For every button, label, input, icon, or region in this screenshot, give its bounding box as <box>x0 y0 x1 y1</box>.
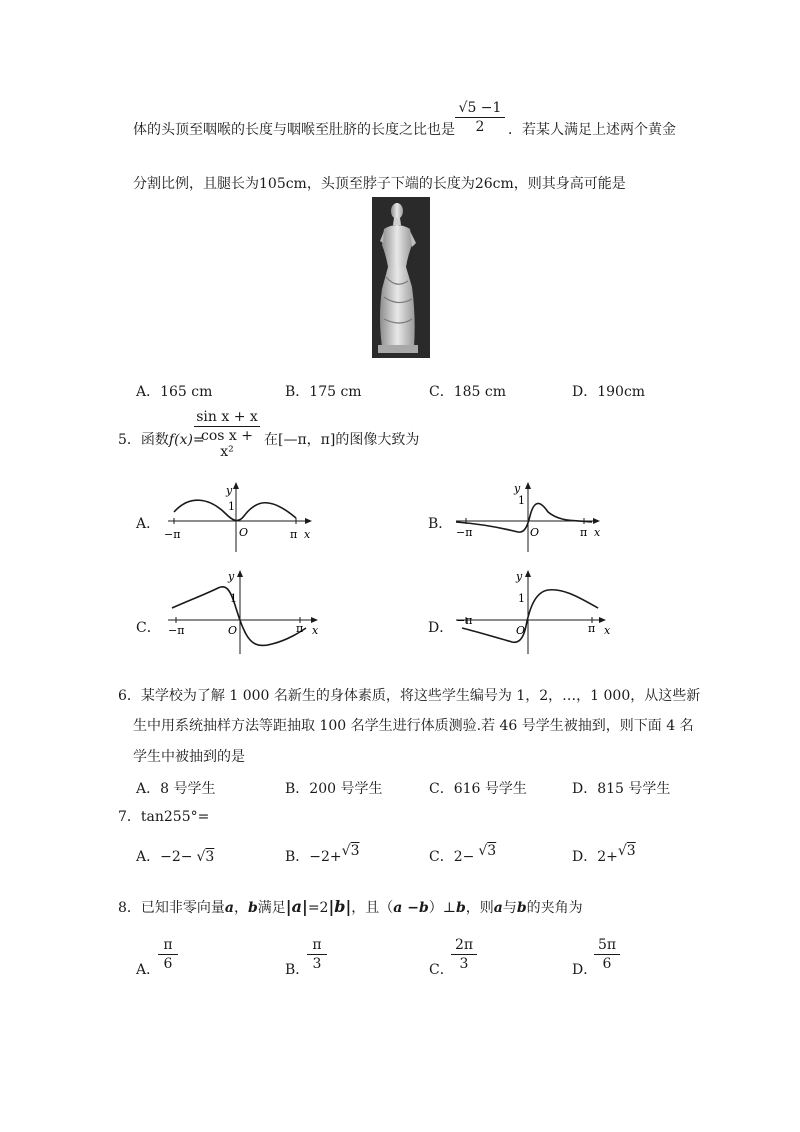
tick-one: 1 <box>518 494 525 507</box>
q8-text: 满足 <box>257 900 286 916</box>
graph-b[interactable] <box>452 478 612 558</box>
statue-image <box>372 197 430 358</box>
neg-pi-label: −π <box>164 528 181 541</box>
x-axis-label: x <box>594 526 601 539</box>
q8-option-c-fraction <box>451 937 477 972</box>
q8-option-a[interactable] <box>136 959 160 979</box>
q4-line1-post-text: ．若某人满足上述两个黄金 <box>508 122 676 138</box>
q8-text: ， <box>234 900 248 916</box>
option-label: C．616 号学生 <box>429 781 527 797</box>
q6-line3 <box>133 748 245 766</box>
q4-option-b[interactable] <box>285 381 362 401</box>
option-prefix: 2+ <box>597 849 618 865</box>
graph-c[interactable] <box>160 566 330 658</box>
q7-option-a[interactable] <box>136 846 214 866</box>
radicand: 3 <box>487 843 497 859</box>
q6-line1-text: 6．某学校为了解 1 000 名新生的身体素质，将这些学生编号为 1，2，…，1 000，从这些新 <box>118 688 701 704</box>
option-label: A．8 号学生 <box>136 781 216 797</box>
q8-text: ，且（ <box>351 900 394 916</box>
option-label: B．200 号学生 <box>285 781 383 797</box>
vector-a: a <box>224 900 234 916</box>
q8-option-d-fraction <box>594 937 620 972</box>
q5-prefix <box>118 431 205 449</box>
neg-pi-label: −π <box>168 624 185 637</box>
q4-line2-text: 分割比例，且腿长为105cm，头顶至脖子下端的长度为26cm，则其身高可能是 <box>133 176 626 192</box>
q5-option-b[interactable] <box>428 513 452 533</box>
option-prefix: −2− <box>160 849 193 865</box>
q8-text: ）⊥ <box>428 900 456 916</box>
fraction-numerator: sin x + x <box>194 409 260 427</box>
sqrt-icon: √3 <box>617 843 636 859</box>
option-label: D． <box>428 620 454 636</box>
q7-stem <box>118 808 209 826</box>
q5-suffix <box>264 431 419 449</box>
option-label: B．175 cm <box>285 384 362 400</box>
option-label: D．190cm <box>572 384 646 400</box>
fraction-denominator: cos x + x² <box>201 428 253 460</box>
q6-line3-text: 学生中被抽到的是 <box>133 749 245 765</box>
q4-line2 <box>133 175 626 193</box>
vector-a: a <box>393 900 403 916</box>
origin-label: O <box>228 624 238 637</box>
q8-option-c[interactable] <box>429 959 454 979</box>
vector-a: a <box>493 900 503 916</box>
q4-line1-text: 体的头顶至咽喉的长度与咽喉至肚脐的长度之比也是 <box>133 122 455 138</box>
neg-pi-label: −π <box>456 614 473 627</box>
vector-b: b <box>248 900 258 916</box>
q7-option-c[interactable] <box>429 843 497 866</box>
abs-b: |b| <box>328 897 352 916</box>
pi-label: π <box>588 622 596 635</box>
tick-one: 1 <box>518 592 525 605</box>
q6-line1 <box>118 687 700 705</box>
y-axis-label: y <box>228 570 235 583</box>
q7-option-b[interactable] <box>285 843 360 866</box>
option-prefix: 2− <box>453 849 475 865</box>
q4-line1-post <box>508 121 676 139</box>
radicand: 3 <box>205 849 215 865</box>
q8-text: − <box>402 900 419 916</box>
abs-a: |a| <box>285 897 308 916</box>
option-label: A． <box>136 849 161 865</box>
golden-ratio-fraction <box>455 100 505 135</box>
option-label: C． <box>429 849 454 865</box>
x-axis-label: x <box>604 624 611 637</box>
q6-line2 <box>133 717 694 735</box>
option-label: A． <box>136 516 161 532</box>
y-axis-label: y <box>514 482 521 495</box>
fraction-numerator: 2π <box>451 937 477 955</box>
q5-number: 5．函数 <box>118 432 169 448</box>
sqrt-icon: √3 <box>341 843 360 859</box>
q5-option-a[interactable] <box>136 513 160 533</box>
fraction-denominator: 3 <box>459 956 469 972</box>
q5-option-c[interactable] <box>136 617 161 637</box>
q6-option-b[interactable] <box>285 778 382 798</box>
neg-pi-label: −π <box>456 526 473 539</box>
q4-line1 <box>133 121 455 139</box>
fraction-numerator: 5π <box>594 937 620 955</box>
option-label: D．815 号学生 <box>572 781 671 797</box>
q4-option-d[interactable] <box>572 381 645 401</box>
radicand: 3 <box>350 843 360 859</box>
option-label: B． <box>428 516 453 532</box>
vector-b: b <box>418 900 429 916</box>
origin-label: O <box>239 526 249 539</box>
y-axis-label: y <box>226 484 233 497</box>
radicand: 3 <box>626 843 636 859</box>
option-label: B． <box>285 849 310 865</box>
x-axis-label: x <box>312 624 319 637</box>
fraction-numerator: √5 −1 <box>455 100 505 118</box>
q8-text: ，则 <box>465 900 494 916</box>
fraction-numerator: π <box>307 937 327 955</box>
q8-text: 8．已知非零向量 <box>118 900 225 916</box>
graph-d[interactable] <box>452 566 622 658</box>
sqrt-icon: √3 <box>196 849 215 865</box>
q6-option-d[interactable] <box>572 778 670 798</box>
q5-option-d[interactable] <box>428 617 453 637</box>
fraction-numerator: π <box>158 937 178 955</box>
sqrt-icon: √3 <box>478 843 497 859</box>
q8-text: 的夹角为 <box>526 900 583 916</box>
q7-option-d[interactable] <box>572 843 636 866</box>
function-name: f(x)= <box>168 432 205 448</box>
option-label: A．165 cm <box>136 384 213 400</box>
fraction-denominator: 2 <box>475 119 485 135</box>
q4-option-a[interactable] <box>136 381 212 401</box>
origin-label: O <box>516 624 526 637</box>
q8-text: =2 <box>307 900 329 916</box>
option-label: A． <box>136 962 161 978</box>
fraction-denominator: 3 <box>312 956 322 972</box>
q6-option-c[interactable] <box>429 778 527 798</box>
option-label: C．185 cm <box>429 384 506 400</box>
option-prefix: −2+ <box>309 849 342 865</box>
q8-text: 与 <box>502 900 517 916</box>
option-label: C． <box>136 620 161 636</box>
vector-b: b <box>516 900 527 916</box>
function-fraction <box>194 409 260 460</box>
q6-line2-text: 生中用系统抽样方法等距抽取 100 名学生进行体质测验.若 46 号学生被抽到，则下面 4 名 <box>133 718 694 734</box>
q8-stem <box>118 898 583 917</box>
q8-option-b-fraction <box>307 937 327 972</box>
tick-one: 1 <box>228 500 235 513</box>
y-axis-label: y <box>516 570 523 583</box>
q8-option-b[interactable] <box>285 959 309 979</box>
vector-b: b <box>455 900 466 916</box>
q5-suffix-text: 在[—π，π]的图像大致为 <box>264 432 420 448</box>
x-axis-label: x <box>304 528 311 541</box>
option-label: C． <box>429 962 454 978</box>
fraction-denominator: 6 <box>163 956 173 972</box>
q8-option-a-fraction <box>158 937 178 972</box>
fraction-denominator: 6 <box>602 956 612 972</box>
option-label: B． <box>285 962 310 978</box>
tick-one: 1 <box>230 592 237 605</box>
option-label: D． <box>572 962 598 978</box>
pi-label: π <box>296 622 304 635</box>
pi-label: π <box>580 526 588 539</box>
q6-option-a[interactable] <box>136 778 215 798</box>
graph-a[interactable] <box>160 478 320 558</box>
q4-option-c[interactable] <box>429 381 506 401</box>
option-label: D． <box>572 849 598 865</box>
pi-label: π <box>290 528 298 541</box>
q7-stem-text: 7．tan255°= <box>118 809 210 825</box>
origin-label: O <box>530 526 540 539</box>
